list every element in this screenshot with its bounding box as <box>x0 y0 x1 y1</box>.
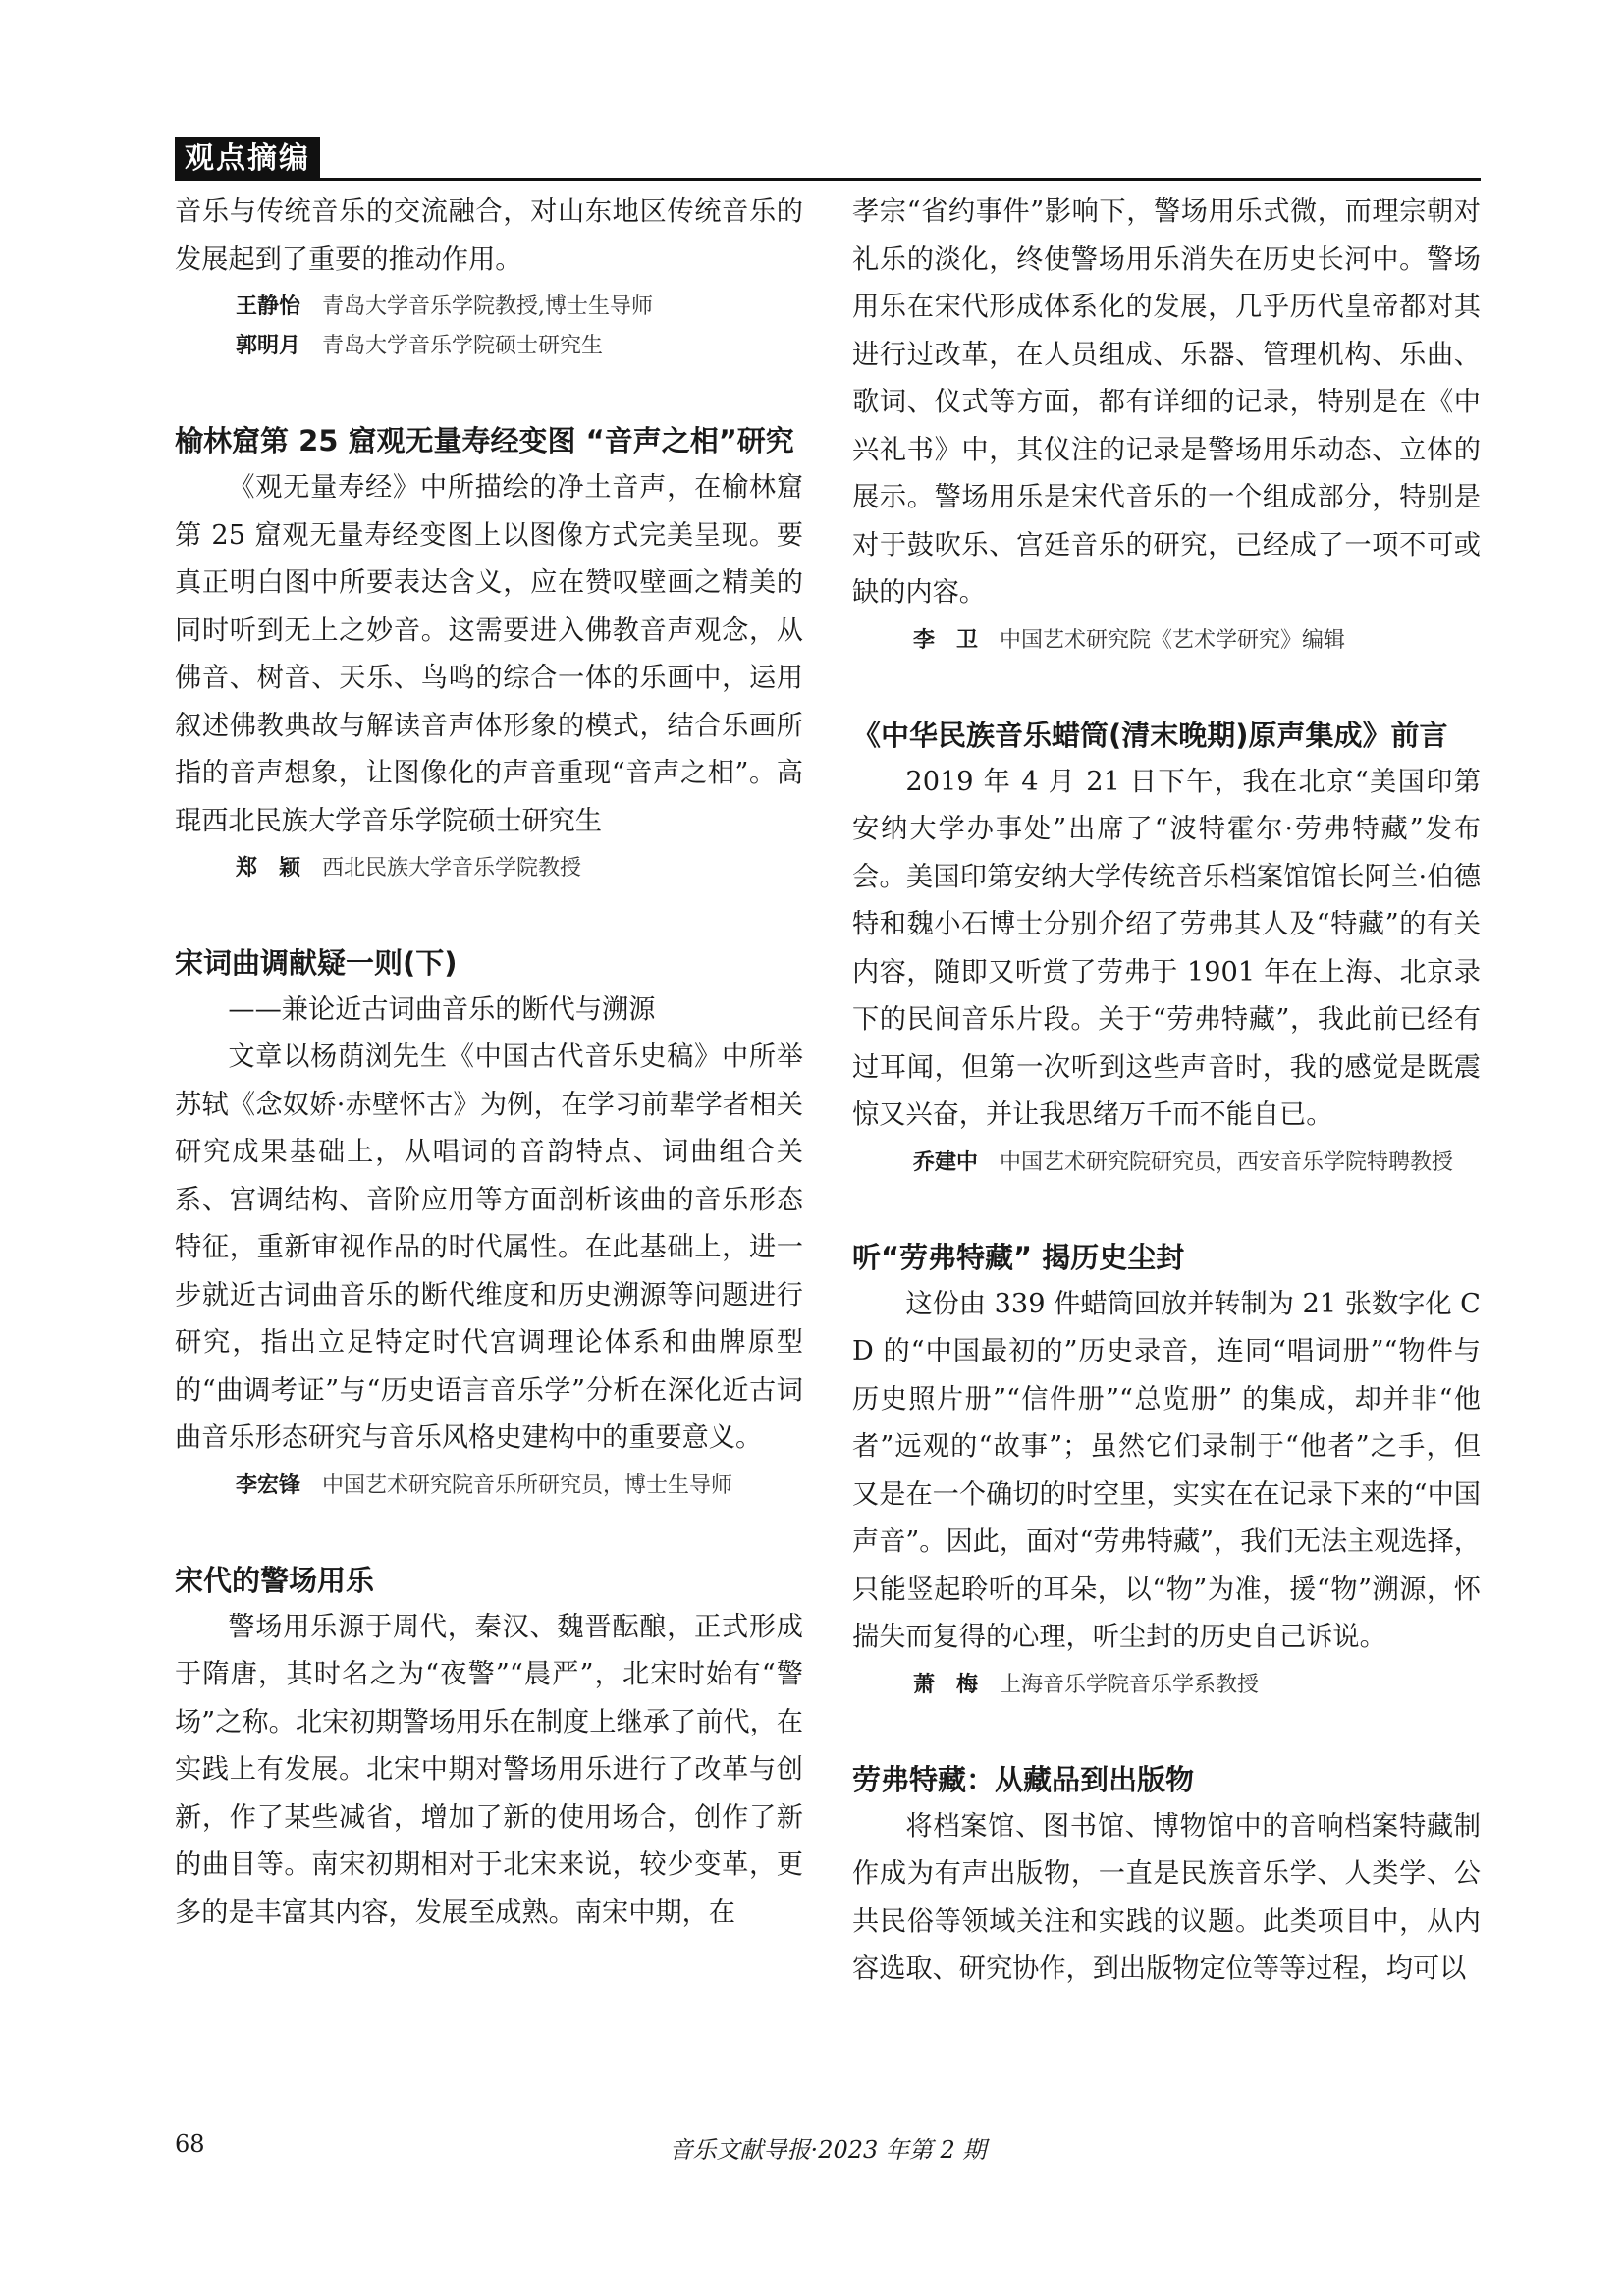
article-title: 《中华民族音乐蜡筒(清末晚期)原声集成》前言 <box>852 718 1448 752</box>
author-affiliation: 中国艺术研究院《艺术学研究》编辑 <box>1000 627 1346 653</box>
author-affiliation: 中国艺术研究院研究员，西安音乐学院特聘教授 <box>1000 1149 1454 1175</box>
author-line <box>175 327 803 366</box>
article-subtitle: ——兼论近古词曲音乐的断代与溯源 <box>228 994 656 1025</box>
author-affiliation: 上海音乐学院音乐学系教授 <box>1000 1672 1260 1697</box>
continuation-text: 孝宗“省约事件”影响下，警场用乐式微，而理宗朝对礼乐的淡化，终使警场用乐消失在历史长河中。警场用乐在宋代形成体系化的发展，几乎历代皇帝都对其进行过改革，在人员组成、乐器、管理机构、乐曲、歌词、仪式等方面，都有详细的记录，特别是在《中兴礼书》中，其仪注的记录是警场用乐动态、立体的展示。警场用乐是宋代音乐的一个组成部分，特别是对于鼓吹乐、宫廷音乐的研究，已经成了一项不可或缺的内容。 <box>852 196 1481 608</box>
article-body: 文章以杨荫浏先生《中国古代音乐史稿》中所举苏轼《念奴娇·赤壁怀古》为例，在学习前辈学者相关研究成果基础上，从唱词的音韵特点、词曲组合关系、宫调结构、音阶应用等方面剖析该曲的音乐形态特征，重新审视作品的时代属性。在此基础上，进一步就近古词曲音乐的断代维度和历史溯源等问题进行研究，指出立足特定时代宫调理论体系和曲牌原型的“曲调考证”与“历史语言音乐学”分析在深化近古词曲音乐形态研究与音乐风格史建构中的重要意义。 <box>175 1041 803 1453</box>
author-affiliation: 青岛大学音乐学院硕士研究生 <box>322 334 604 358</box>
article-body: 警场用乐源于周代，秦汉、魏晋酝酿，正式形成于隋唐，其时名之为“夜警”“晨严”，北宋时始有“警场”之称。北宋初期警场用乐在制度上继承了前代，在实践上有发展。北宋中期对警场用乐进行了改革与创新，作了某些减省，增加了新的使用场合，创作了新的曲目等。南宋初期相对于北宋来说，较少变革，更多的是丰富其内容，发展至成熟。南宋中期，在 <box>175 1611 803 1928</box>
page-number: 68 <box>175 2130 205 2158</box>
author-affiliation: 青岛大学音乐学院教授,博士生导师 <box>322 294 654 319</box>
author-name: 郭明月 <box>236 334 301 358</box>
author-line <box>852 1666 1481 1705</box>
journal-name: 音乐文献导报·2023 年第 2 期 <box>669 2136 987 2163</box>
article-body: 将档案馆、图书馆、博物馆中的音响档案特藏制作成为有声出版物，一直是民族音乐学、人类学、公共民俗等领域关注和实践的议题。此类项目中，从内容选取、研究协作，到出版物定位等等过程，均可以 <box>852 1810 1481 1984</box>
author-name: 乔建中 <box>913 1149 979 1175</box>
page-footer <box>175 2130 1481 2169</box>
author-affiliation: 中国艺术研究院音乐所研究员，博士生导师 <box>322 1472 733 1498</box>
author-line <box>852 621 1481 661</box>
article-title: 劳弗特藏：从藏品到出版物 <box>852 1762 1195 1796</box>
article-title: 宋代的警场用乐 <box>175 1563 375 1597</box>
author-line <box>175 288 803 327</box>
article-title: 榆林窟第 25 窟观无量寿经变图 “音声之相”研究 <box>175 424 794 457</box>
author-name: 郑 颖 <box>236 856 301 881</box>
right-column <box>852 188 1481 1994</box>
author-affiliation: 西北民族大学音乐学院教授 <box>322 856 582 881</box>
author-name: 萧 梅 <box>913 1672 979 1697</box>
continuation-text: 音乐与传统音乐的交流融合，对山东地区传统音乐的发展起到了重要的推动作用。 <box>175 196 803 275</box>
article-body: 2019 年 4 月 21 日下午，我在北京“美国印第安纳大学办事处”出席了“波特霍尔·劳弗特藏”发布会。美国印第安纳大学传统音乐档案馆馆长阿兰·伯德特和魏小石博士分别介绍了劳弗其人及“特藏”的有关内容，随即又听赏了劳弗于 1901 年在上海、北京录下的民间音乐片段。关于“劳弗特藏”，我此前已经有过耳闻，但第一次听到这些声音时，我的感觉是既震惊又兴奋，并让我思绪万千而不能自已。 <box>852 766 1481 1130</box>
article-title: 宋词曲调献疑一则(下) <box>175 946 458 980</box>
section-label: 观点摘编 <box>175 137 320 181</box>
section-header <box>175 137 1481 181</box>
article-title: 听“劳弗特藏” 揭历史尘封 <box>852 1240 1185 1274</box>
author-name: 李 卫 <box>913 627 979 653</box>
author-name: 王静怡 <box>236 294 301 319</box>
header-rule <box>175 178 1481 181</box>
author-line <box>852 1144 1481 1183</box>
article-body: 《观无量寿经》中所描绘的净土音声，在榆林窟第 25 窟观无量寿经变图上以图像方式完美呈现。要真正明白图中所要表达含义，应在赞叹壁画之精美的同时听到无上之妙音。这需要进入佛教音声观念，从佛音、树音、天乐、鸟鸣的综合一体的乐画中，运用叙述佛教典故与解读音声体形象的模式，结合乐画所指的音声想象，让图像化的声音重现“音声之相”。高琨西北民族大学音乐学院硕士研究生 <box>175 472 803 836</box>
article-body: 这份由 339 件蜡筒回放并转制为 21 张数字化 CD 的“中国最初的”历史录音，连同“唱词册”“物件与历史照片册”“信件册”“总览册” 的集成，却并非“他者”远观的“故事”；虽然它们录制于“他者”之手，但又是在一个确切的时空里，实实在在记录下来的“中国声音”。因此，面对“劳弗特藏”，我们无法主观选择，只能竖起聆听的耳朵，以“物”为准，援“物”溯源，怀揣失而复得的心理，听尘封的历史自己诉说。 <box>852 1288 1481 1652</box>
author-line <box>175 849 803 888</box>
left-column <box>175 188 803 1937</box>
author-name: 李宏锋 <box>236 1472 301 1498</box>
author-line <box>175 1467 803 1506</box>
